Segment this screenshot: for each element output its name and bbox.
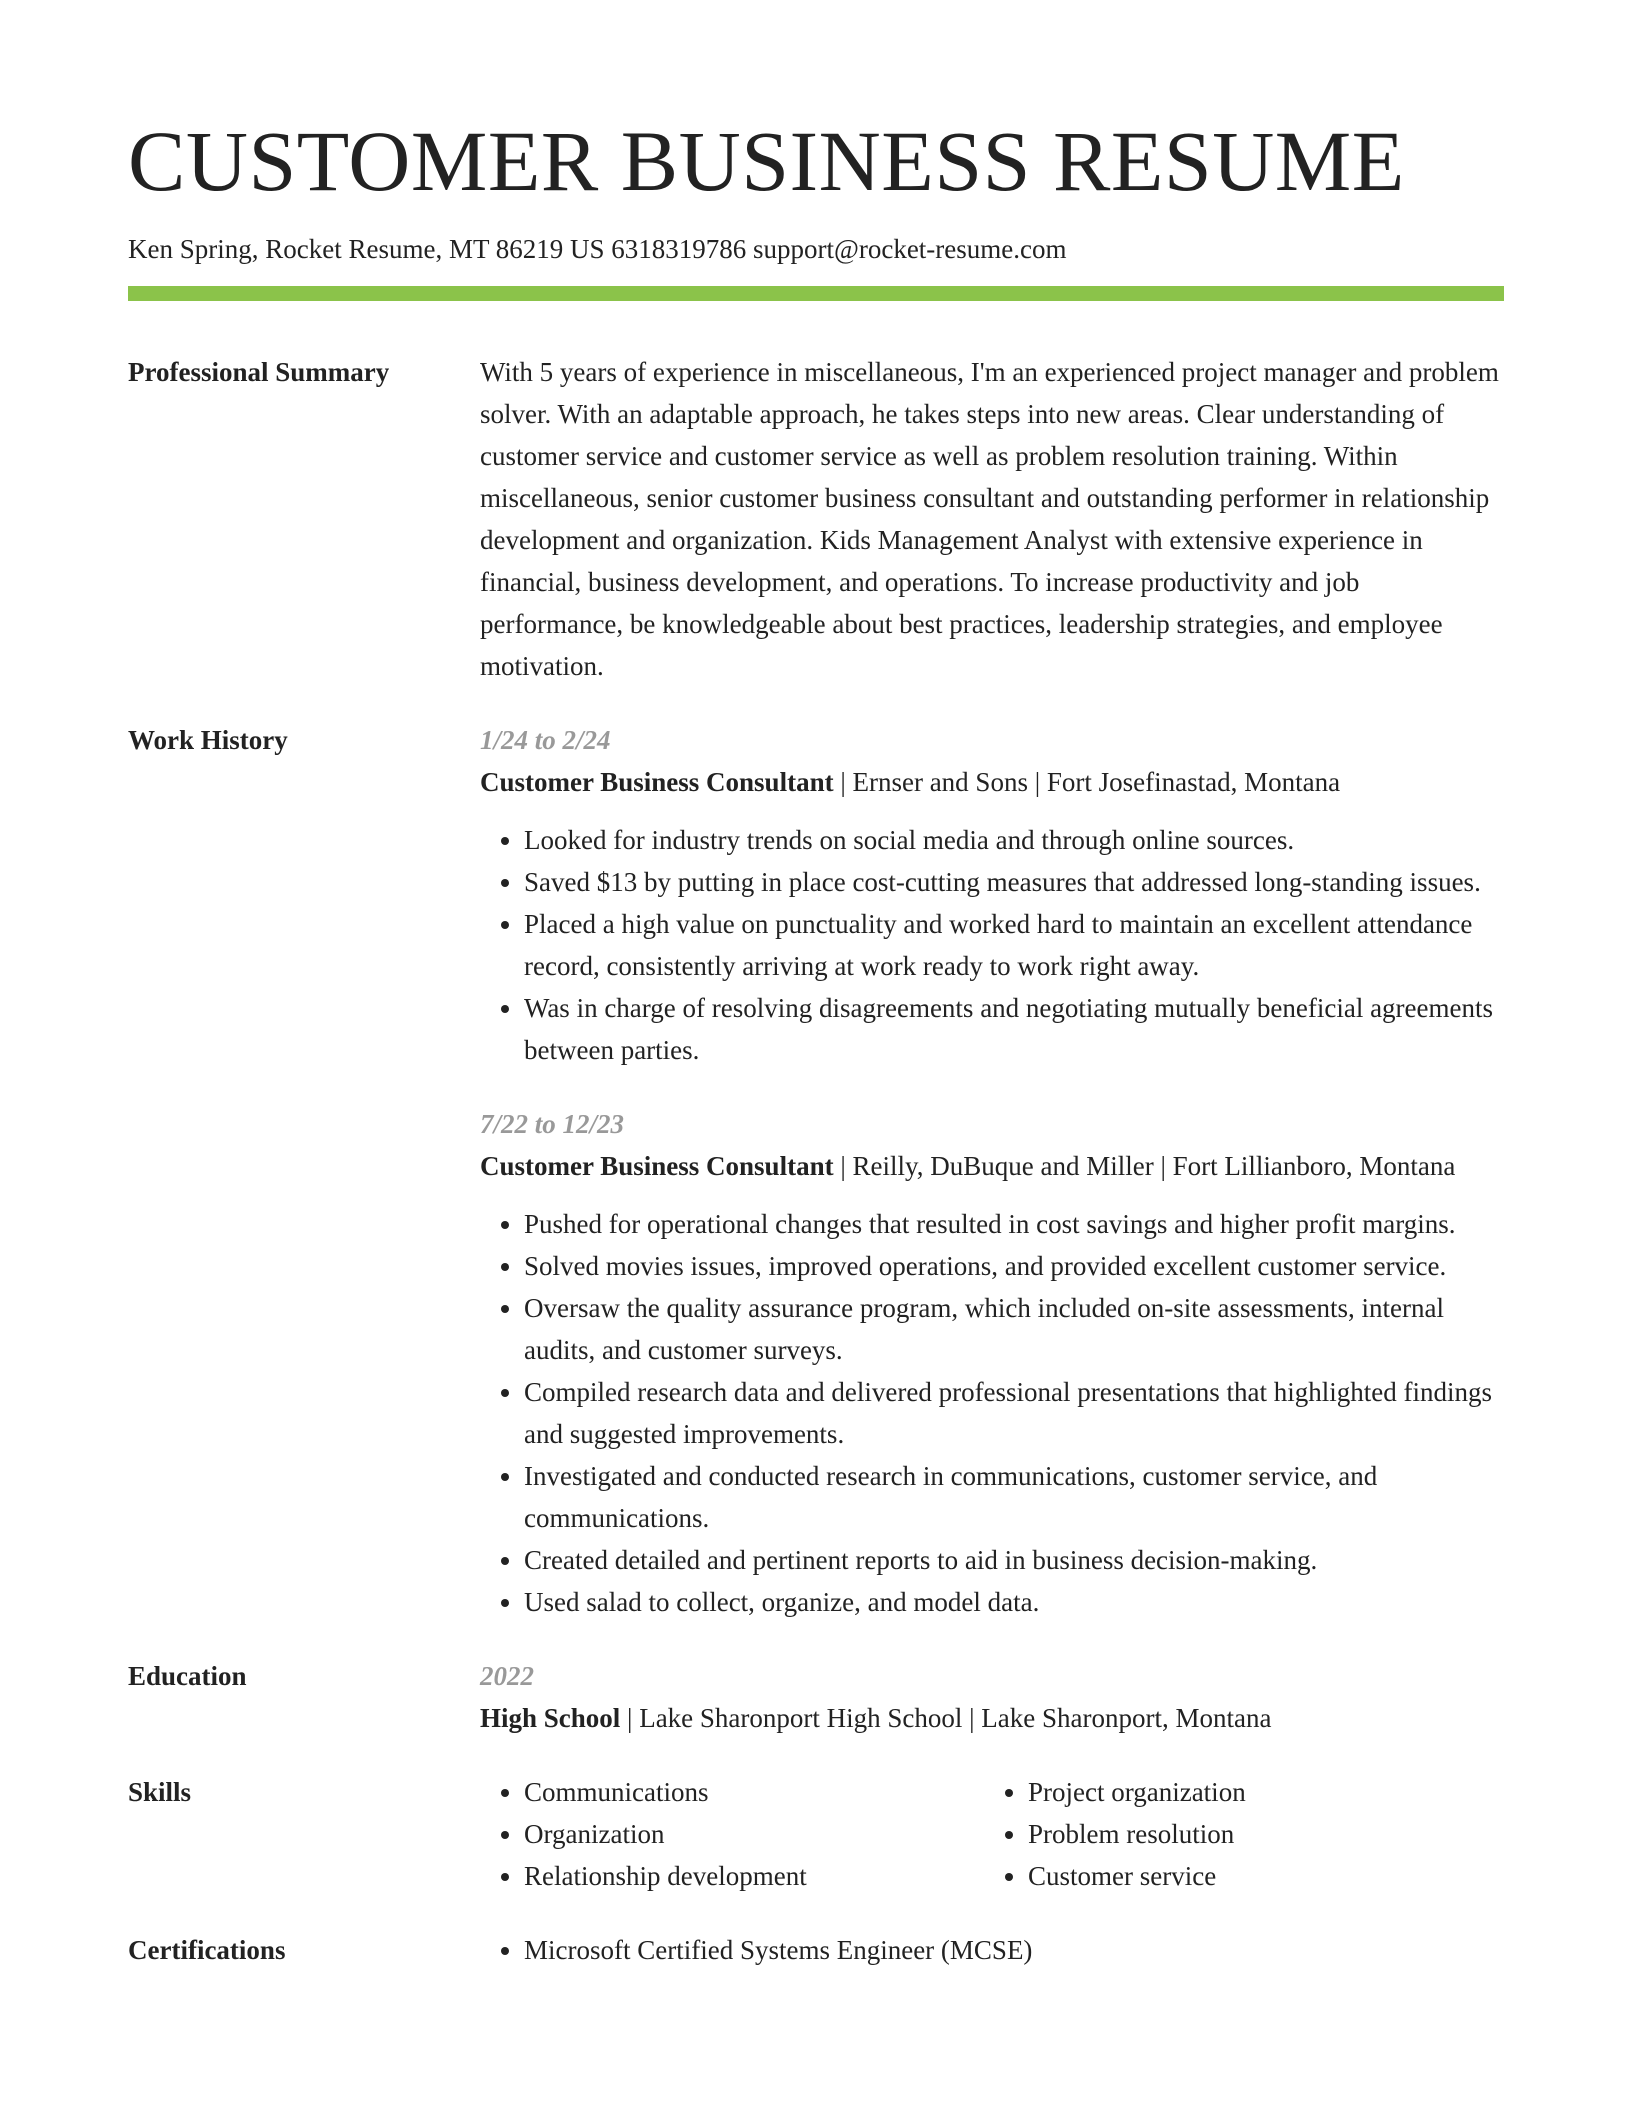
job-details: | Reilly, DuBuque and Miller | Fort Lillianboro, Montana [833, 1151, 1456, 1181]
skills-column [984, 1771, 1498, 1897]
section-label: Work History [128, 725, 288, 755]
job-bullet: • Pushed for operational changes that resulted in cost savings and higher profit margins. [524, 1203, 1504, 1245]
job-bullet: • Saved $13 by putting in place cost-cutting measures that addressed long-standing issues. [524, 861, 1504, 903]
section-certifications [128, 1929, 1504, 1971]
job-bullet: • Used salad to collect, organize, and model data. [524, 1581, 1504, 1623]
job-entry [480, 1103, 1504, 1623]
job-bullet: • Solved movies issues, improved operations, and provided excellent customer service. [524, 1245, 1504, 1287]
job-bullet: • Was in charge of resolving disagreements and negotiating mutually beneficial agreements between parties. [524, 987, 1504, 1071]
resume-body [128, 351, 1504, 2003]
accent-divider [128, 286, 1504, 301]
job-bullet: • Created detailed and pertinent reports to aid in business decision-making. [524, 1539, 1504, 1581]
skills-column [480, 1771, 984, 1897]
job-bullet: • Looked for industry trends on social media and through online sources. [524, 819, 1504, 861]
job-title: Customer Business Consultant [480, 767, 834, 797]
job-heading [480, 761, 1504, 803]
summary-text: With 5 years of experience in miscellaneous, I'm an experienced project manager and problem solver. With an adaptable approach, he takes steps into new areas. Clear understanding of customer service and customer service as well as problem resolution training. Within miscellaneous, senior customer business consultant and outstanding performer in relationship development and organization. Kids Management Analyst with extensive experience in financial, business development, and operations. To increase productivity and job performance, be knowledgeable about best practices, leadership strategies, and employee motivation. [480, 357, 1499, 681]
contact-info: Ken Spring, Rocket Resume, MT 86219 US 6318319786 support@rocket-resume.com [128, 234, 1067, 264]
job-heading [480, 1145, 1504, 1187]
job-details: | Ernser and Sons | Fort Josefinastad, Montana [833, 767, 1341, 797]
certification-list [480, 1929, 1504, 1971]
section-professional-summary [128, 351, 1504, 687]
skills-columns [480, 1771, 1504, 1897]
skill-item: • Customer service [1028, 1855, 1498, 1897]
education-details: | Lake Sharonport High School | Lake Sharonport, Montana [620, 1703, 1272, 1733]
job-bullet: • Oversaw the quality assurance program, which included on-site assessments, internal audits, and customer surveys. [524, 1287, 1504, 1371]
section-label: Professional Summary [128, 357, 390, 387]
skill-item: • Communications [524, 1771, 984, 1813]
job-bullet: • Investigated and conducted research in communications, customer service, and communications. [524, 1455, 1504, 1539]
section-content [480, 719, 1504, 1623]
skill-item: • Relationship development [524, 1855, 984, 1897]
education-date: 2022 [480, 1661, 534, 1691]
skill-item: • Project organization [1028, 1771, 1498, 1813]
skill-item: • Organization [524, 1813, 984, 1855]
resume-title: CUSTOMER BUSINESS RESUME [128, 113, 1405, 209]
job-date: 7/22 to 12/23 [480, 1109, 625, 1139]
section-label: Skills [128, 1777, 192, 1807]
education-degree: High School [480, 1703, 621, 1733]
job-title: Customer Business Consultant [480, 1151, 834, 1181]
job-bullets [480, 819, 1504, 1071]
skill-item: • Problem resolution [1028, 1813, 1498, 1855]
section-label: Education [128, 1661, 247, 1691]
section-skills [128, 1771, 1504, 1897]
section-content [480, 1655, 1504, 1739]
section-content [480, 1929, 1504, 1971]
section-label: Certifications [128, 1935, 286, 1965]
job-bullet: • Placed a high value on punctuality and worked hard to maintain an excellent attendance record, consistently arriving at work ready to work right away. [524, 903, 1504, 987]
job-date: 1/24 to 2/24 [480, 725, 611, 755]
job-entry [480, 719, 1504, 1071]
education-heading [480, 1697, 1504, 1739]
job-bullets [480, 1203, 1504, 1623]
section-content [480, 351, 1504, 687]
section-content [480, 1771, 1504, 1897]
certification-item: • Microsoft Certified Systems Engineer (MCSE) [524, 1929, 1504, 1971]
job-bullet: • Compiled research data and delivered professional presentations that highlighted findings and suggested improvements. [524, 1371, 1504, 1455]
section-work-history [128, 719, 1504, 1623]
section-education [128, 1655, 1504, 1739]
